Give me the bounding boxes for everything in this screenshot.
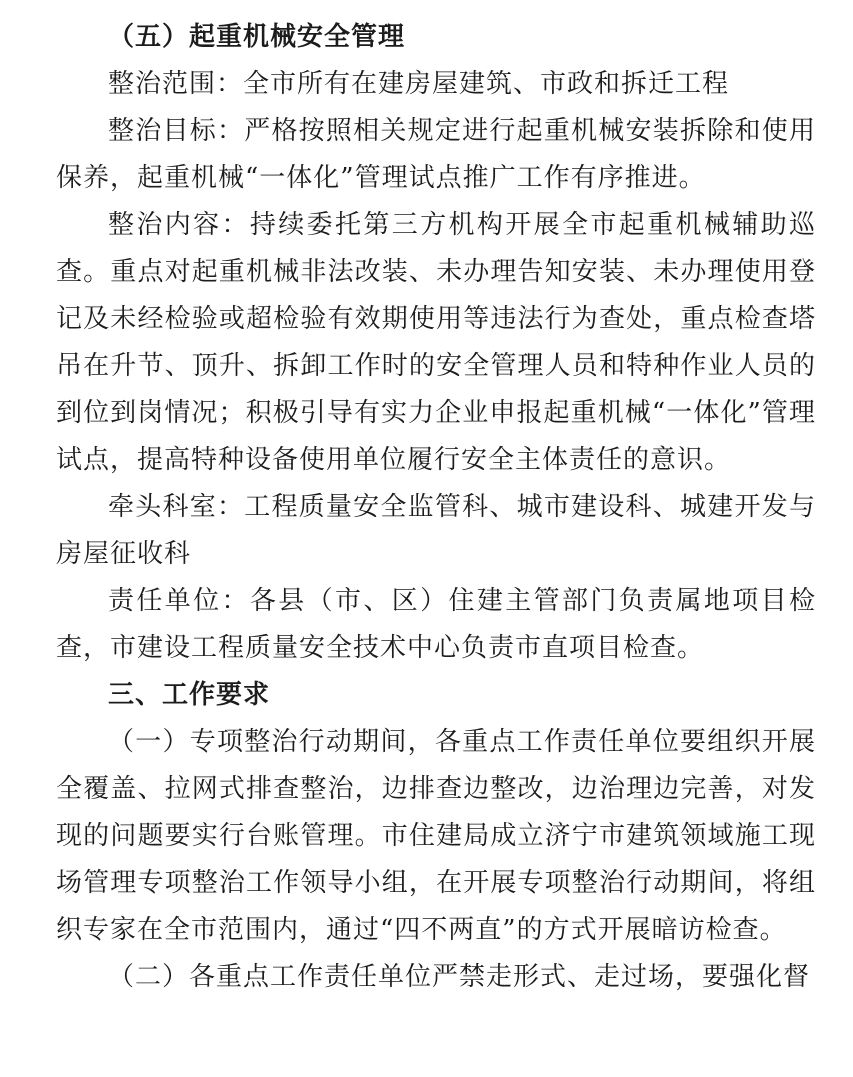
- content-text: 持续委托第三方机构开展全市起重机械辅助巡查。重点对起重机械非法改装、未办理告知安装、未办理使用登记及未经检验或超检验有效期使用等违法行为查处，重点检查塔吊在升节、顶升、拆卸工作时的安全管理人员和特种作业人员的到位到岗情况；积极引导有实力企业申报起重机械“一体化”管理试点，提高特种设备使用单位履行安全主体责任的意识。: [56, 210, 816, 475]
- lead-label: 牵头科室：: [108, 492, 245, 522]
- lead-text: 工程质量安全监管科、城市建设科、城建开发与房屋征收科: [56, 492, 816, 569]
- paragraph-requirement-2: （二）各重点工作责任单位严禁走形式、走过场，要强化督: [108, 962, 811, 992]
- paragraph-scope: [56, 61, 816, 108]
- scope-label: 整治范围：: [108, 69, 244, 99]
- paragraph-responsible-units: [56, 578, 816, 672]
- goal-text: 严格按照相关规定进行起重机械安装拆除和使用保养，起重机械“一体化”管理试点推广工作有序推进。: [56, 116, 816, 193]
- scope-text: 全市所有在建房屋建筑、市政和拆迁工程: [243, 69, 730, 99]
- paragraph-goal: [56, 108, 816, 202]
- paragraph-lead-department: [56, 484, 816, 578]
- paragraph-requirement-1: （一）专项整治行动期间，各重点工作责任单位要组织开展全覆盖、拉网式排查整治，边排查边整改，边治理边完善，对发现的问题要实行台账管理。市住建局成立济宁市建筑领域施工现场管理专项整治工作领导小组，在开展专项整治行动期间，将组织专家在全市范围内，通过“四不两直”的方式开展暗访检查。: [56, 727, 816, 945]
- goal-label: 整治目标：: [108, 116, 245, 146]
- section-heading-crane-safety: （五）起重机械安全管理: [108, 22, 406, 52]
- paragraph-content: [56, 202, 816, 484]
- resp-text: 各县（市、区）住建主管部门负责属地项目检查，市建设工程质量安全技术中心负责市直项目检查。: [56, 586, 816, 663]
- document-page: [56, 14, 816, 1001]
- resp-label: 责任单位：: [108, 586, 250, 616]
- section-heading-work-requirements: 三、工作要求: [108, 680, 271, 710]
- content-label: 整治内容：: [108, 210, 250, 240]
